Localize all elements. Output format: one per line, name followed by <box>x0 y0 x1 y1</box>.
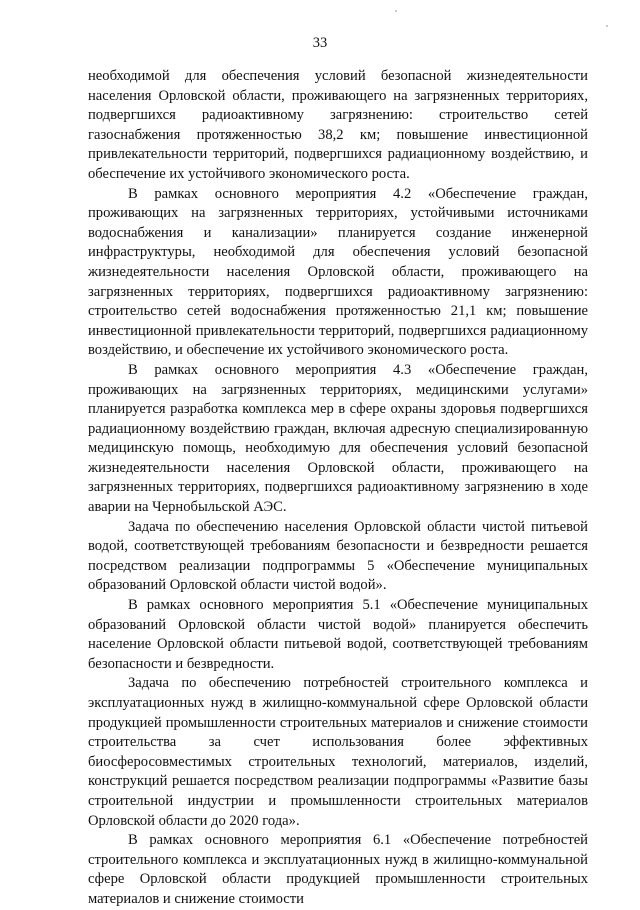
scan-speck <box>606 25 608 27</box>
scan-speck <box>395 10 397 12</box>
paragraph-continuation: необходимой для обеспечения условий безопасной жизнедеятельности населения Орловской области, проживающего на загрязненных территориях, подвергшихся радиоактивному загрязнению: строительство сетей газоснабжения протяженностью 38,2 км; повышение инвестиционной привлекательности территорий, подвергшихся радиационному воздействию, и обеспечение их устойчивого экономического роста. <box>88 68 588 182</box>
page-number: 33 <box>312 35 328 51</box>
paragraph-task-construction: Задача по обеспечению потребностей строительного комплекса и эксплуатационных нужд в жилищно-коммунальной сфере Орловской области продукцией промышленности строительных материалов и снижение стоимости строительства за счет использования более эффективных биосферосовместимых строительных технологий, материалов, изделий, конструкций решается посредством реализации подпрограммы «Развитие базы строительной индустрии и промышленности строительных материалов Орловской области до 2020 года». <box>88 675 588 829</box>
paragraph-measure-6-1: В рамках основного мероприятия 6.1 «Обеспечение потребностей строительного комплекса и эксплуатационных нужд в жилищно-коммунальной сфере Орловской области продукцией промышленности строительных материалов и снижение стоимости <box>88 832 588 907</box>
paragraph-measure-4-2: В рамках основного мероприятия 4.2 «Обеспечение граждан, проживающих на загрязненных территориях, устойчивыми источниками водоснабжения и канализации» планируется создание инженерной инфраструктуры, необходимой для обеспечения условий безопасной жизнедеятельности населения Орловской области, проживающего на загрязненных территориях, подвергшихся радиоактивному загрязнению: строительство сетей водоснабжения протяженностью 21,1 км; повышение инвестиционной привлекательности территорий, подвергшихся радиационному воздействию, и обеспечение их устойчивого экономического роста. <box>88 185 588 359</box>
paragraph-measure-4-3: В рамках основного мероприятия 4.3 «Обеспечение граждан, проживающих на загрязненных территориях, медицинскими услугами» планируется разработка комплекса мер в сфере охраны здоровья подвергшихся радиационному воздействию граждан, включая адресную специализированную медицинскую помощь, необходимую для обеспечения условий безопасной жизнедеятельности населения Орловской области, проживающего на загрязненных территориях, подвергшихся радиоактивному загрязнению в ходе аварии на Чернобыльской АЭС. <box>88 361 588 516</box>
paragraph-measure-5-1: В рамках основного мероприятия 5.1 «Обеспечение муниципальных образований Орловской области чистой водой» планируется обеспечить население Орловской области питьевой водой, соответствующей требованиям безопасности и безвредности. <box>88 597 588 672</box>
body-text <box>88 67 588 910</box>
paragraph-task-water: Задача по обеспечению населения Орловской области чистой питьевой водой, соответствующей требованиям безопасности и безвредности решается посредством реализации подпрограммы 5 «Обеспечение муниципальных образований Орловской области чистой водой». <box>88 518 588 594</box>
